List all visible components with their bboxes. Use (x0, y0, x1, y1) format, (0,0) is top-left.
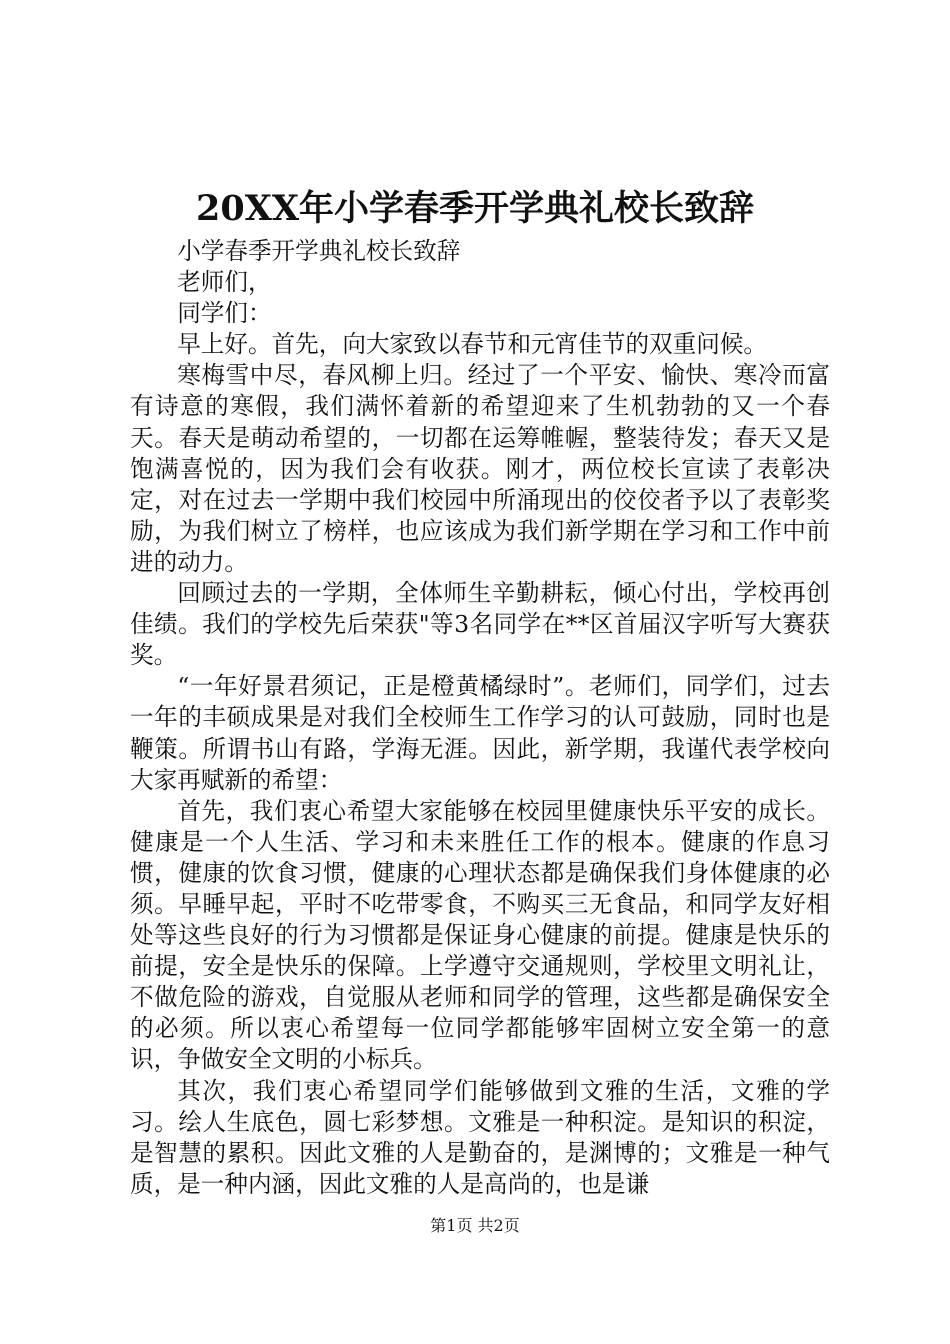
paragraph: 首先，我们衷心希望大家能够在校园里健康快乐平安的成长。健康是一个人生活、学习和未来胜任工作的根本。健康的作息习惯，健康的饮食习惯，健康的心理状态都是确保我们身体健康的必须。早睡早起，平时不吃带零食，不购买三无食品，和同学友好相处等这些良好的行为习惯都是保证身心健康的前提。健康是快乐的前提，安全是快乐的保障。上学遵守交通规则，学校里文明礼让，不做危险的游戏，自觉服从老师和同学的管理，这些都是确保安全的必须。所以衷心希望每一位同学都能够牢固树立安全第一的意识，争做安全文明的小标兵。 (130, 796, 830, 1074)
paragraph: 回顾过去的一学期，全体师生辛勤耕耘，倾心付出，学校再创佳绩。我们的学校先后荣获"等3名同学在**区首届汉字听写大赛获奖。 (130, 579, 830, 670)
paragraph: 同学们： (177, 299, 272, 328)
document-body (130, 236, 830, 1200)
paragraph: 小学春季开学典礼校长致辞 (177, 237, 461, 265)
page-number: 第1页 共2页 (430, 1216, 520, 1235)
paragraph: “一年好景君须记，正是橙黄橘绿时”。老师们，同学们，过去一年的丰硕成果是对我们全校师生工作学习的认可鼓励，同时也是鞭策。所谓书山有路，学海无涯。因此，新学期，我谨代表学校向大家再赋新的希望： (130, 672, 830, 794)
paragraph: 早上好。首先，向大家致以春节和元宵佳节的双重问候。 (177, 330, 768, 359)
document-title: 20XX年小学春季开学典礼校长致辞 (195, 188, 755, 229)
paragraph: 其次，我们衷心希望同学们能够做到文雅的生活，文雅的学习。绘人生底色，圆七彩梦想。文雅是一种积淀。是知识的积淀，是智慧的累积。因此文雅的人是勤奋的，是渊博的；文雅是一种气质，是一种内涵，因此文雅的人是高尚的，也是谦 (130, 1076, 830, 1198)
paragraph: 老师们， (177, 268, 272, 297)
paragraph: 寒梅雪中尽，春风柳上归。经过了一个平安、愉快、寒冷而富有诗意的寒假，我们满怀着新的希望迎来了生机勃勃的又一个春天。春天是萌动希望的，一切都在运筹帷幄，整装待发；春天又是饱满喜悦的，因为我们会有收获。刚才，两位校长宣读了表彰决定，对在过去一学期中我们校园中所涌现出的佼佼者予以了表彰奖励，为我们树立了榜样，也应该成为我们新学期在学习和工作中前进的动力。 (130, 361, 830, 576)
